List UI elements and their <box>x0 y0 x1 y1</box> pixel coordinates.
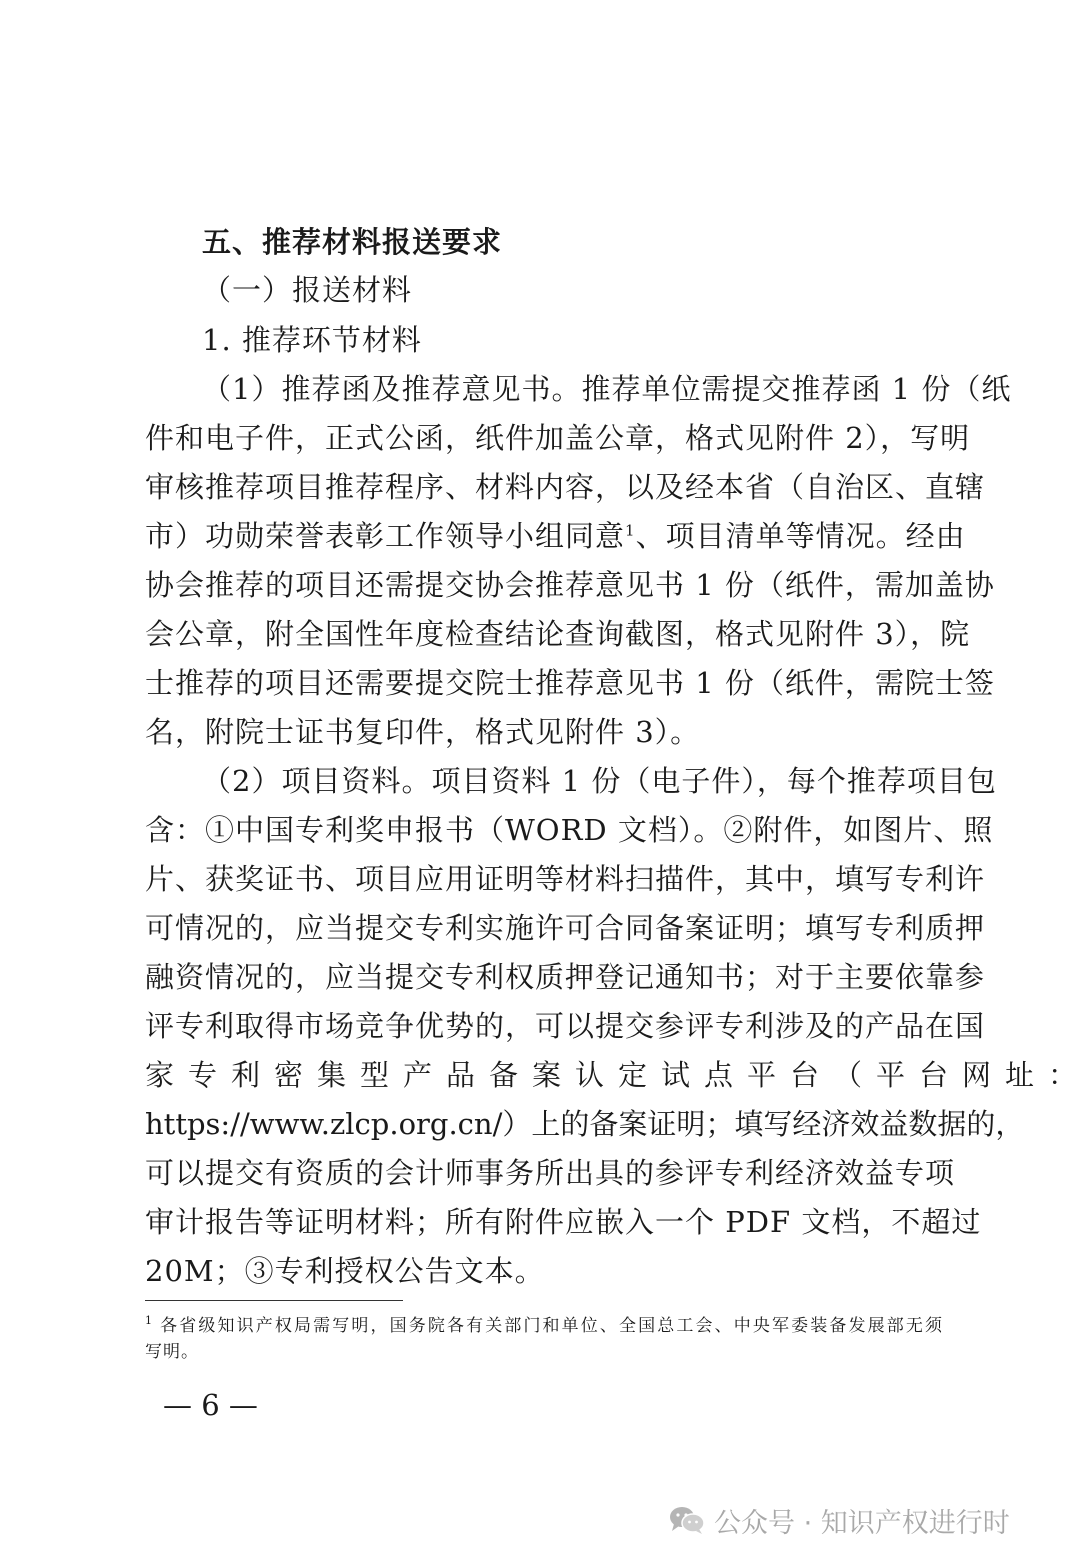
paragraph-line: 可情况的，应当提交专利实施许可合同备案证明；填写专利质押 <box>145 911 986 945</box>
page-number: — 6 — <box>163 1388 258 1422</box>
footnote-divider <box>145 1300 403 1301</box>
paragraph-line: 审核推荐项目推荐程序、材料内容，以及经本省（自治区、直辖 <box>145 470 986 504</box>
footnote-reference[interactable]: 1 <box>625 521 636 540</box>
paragraph-line: 士推荐的项目还需要提交院士推荐意见书 1 份（纸件，需院士签 <box>145 666 995 700</box>
watermark-text: 公众号 · 知识产权进行时 <box>714 1507 1010 1539</box>
paragraph-text: 市）功勋荣誉表彰工作领导小组同意 <box>145 519 626 553</box>
paragraph-line: 20M；③专利授权公告文本。 <box>145 1254 545 1288</box>
paragraph-line: 审计报告等证明材料；所有附件应嵌入一个 PDF 文档，不超过 <box>145 1205 982 1239</box>
paragraph-line: 可以提交有资质的会计师事务所出具的参评专利经济效益专项 <box>145 1156 956 1190</box>
paragraph-line: 评专利取得市场竞争优势的，可以提交参评专利涉及的产品在国 <box>145 1009 986 1043</box>
paragraph-line: 片、获奖证书、项目应用证明等材料扫描件，其中，填写专利许 <box>145 862 986 896</box>
paragraph-line: 件和电子件，正式公函，纸件加盖公章，格式见附件 2），写明 <box>145 421 971 455</box>
paragraph-line: 含：①中国专利奖申报书（WORD 文档）。②附件，如图片、照 <box>145 813 994 847</box>
paragraph-line: （1）推荐函及推荐意见书。推荐单位需提交推荐函 1 份（纸 <box>202 372 1012 406</box>
section-heading: 五、推荐材料报送要求 <box>202 225 503 259</box>
paragraph-line-with-footnote <box>145 516 966 556</box>
paragraph-line: （2）项目资料。项目资料 1 份（电子件），每个推荐项目包 <box>202 764 997 798</box>
paragraph-text: 、项目清单等情况。经由 <box>635 519 966 553</box>
paragraph-line: 协会推荐的项目还需提交协会推荐意见书 1 份（纸件，需加盖协 <box>145 568 995 602</box>
paragraph-line: 融资情况的，应当提交专利权质押登记通知书；对于主要依靠参 <box>145 960 986 994</box>
footnote-text: 各省级知识产权局需写明，国务院各有关部门和单位、全国总工会、中央军委装备发展部无须 <box>159 1316 943 1336</box>
footnote-line: 写明。 <box>145 1342 199 1362</box>
subsection-heading: （一）报送材料 <box>202 273 413 307</box>
wechat-icon <box>668 1505 706 1535</box>
paragraph-line: 家专利密集型产品备案认定试点平台（平台网址： <box>145 1058 1091 1092</box>
paragraph-line: 名，附院士证书复印件，格式见附件 3）。 <box>145 715 701 749</box>
paragraph-line-url: https://www.zlcp.org.cn/）上的备案证明；填写经济效益数据的， <box>145 1107 1025 1141</box>
item-heading: 1. 推荐环节材料 <box>202 323 422 357</box>
footnote-line <box>145 1313 943 1339</box>
watermark <box>668 1500 1010 1540</box>
footnote-mark: 1 <box>145 1314 153 1328</box>
paragraph-line: 会公章，附全国性年度检查结论查询截图，格式见附件 3），院 <box>145 617 971 651</box>
